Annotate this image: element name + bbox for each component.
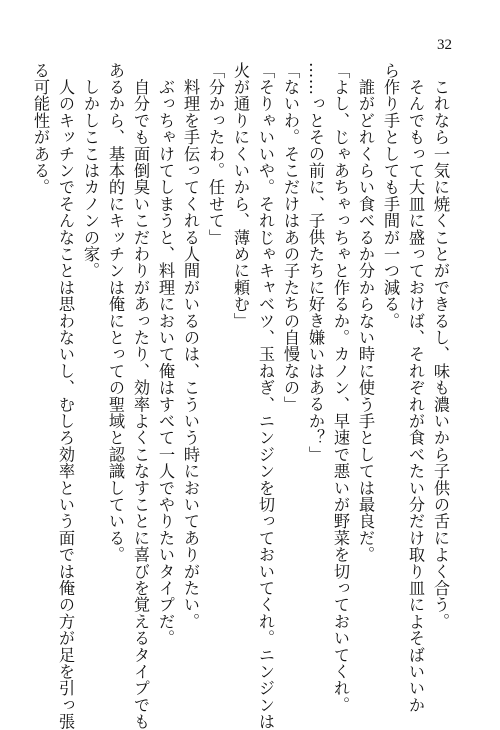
text-line: る可能性がある。 bbox=[31, 62, 50, 196]
text-line: これなら一気に焼くことができるし、味も濃いから子供の舌によく合う。 bbox=[431, 62, 450, 630]
text-line: ら作り手としても手間が一つ減る。 bbox=[381, 62, 400, 330]
text-line: 人のキッチンでそんなことは思わないし、むしろ効率という面では俺の方が足を引っ張 bbox=[56, 62, 75, 730]
text-line: ぶっちゃけてしまうと、料理において俺はすべて一人でやりたいタイプだ。 bbox=[156, 62, 175, 647]
text-line: 自分でも面倒臭いこだわりがあったり、効率よくこなすことに喜びを覚えるタイプでも bbox=[131, 62, 150, 730]
text-line: しかしここはカノンの家。 bbox=[81, 62, 100, 280]
text-line: 誰がどれくらい食べるか分からない時に使う手としては最良だ。 bbox=[356, 62, 375, 563]
text-line: 「ないわ。そこだけはあの子たちの自慢なの」 bbox=[281, 62, 300, 413]
text-line: 火が通りにくいから、薄めに頼む」 bbox=[231, 62, 250, 330]
text-line: あるから、基本的にキッチンは俺にとっての聖域と認識している。 bbox=[106, 62, 125, 563]
text-line: ……っとその前に、子供たちに好き嫌いはあるか？」 bbox=[306, 62, 325, 463]
text-line: 料理を手伝ってくれる人間がいるのは、こういう時においてありがたい。 bbox=[181, 62, 200, 630]
text-line: 「分かったわ。任せて」 bbox=[206, 62, 225, 246]
text-line: そんでもって大皿に盛っておけば、それぞれが食べたい分だけ取り皿によそばいいか bbox=[406, 62, 425, 714]
text-line: 「そりゃいいや。それじゃキャベツ、玉ねぎ、ニンジンを切っておいてくれ。ニンジンは bbox=[256, 62, 275, 730]
text-line: 「よし、じゃあちゃっちゃと作るか。カノン、早速で悪いが野菜を切っておいてくれ。 bbox=[331, 62, 350, 714]
body-text bbox=[28, 62, 453, 730]
page-number: 32 bbox=[437, 37, 452, 53]
